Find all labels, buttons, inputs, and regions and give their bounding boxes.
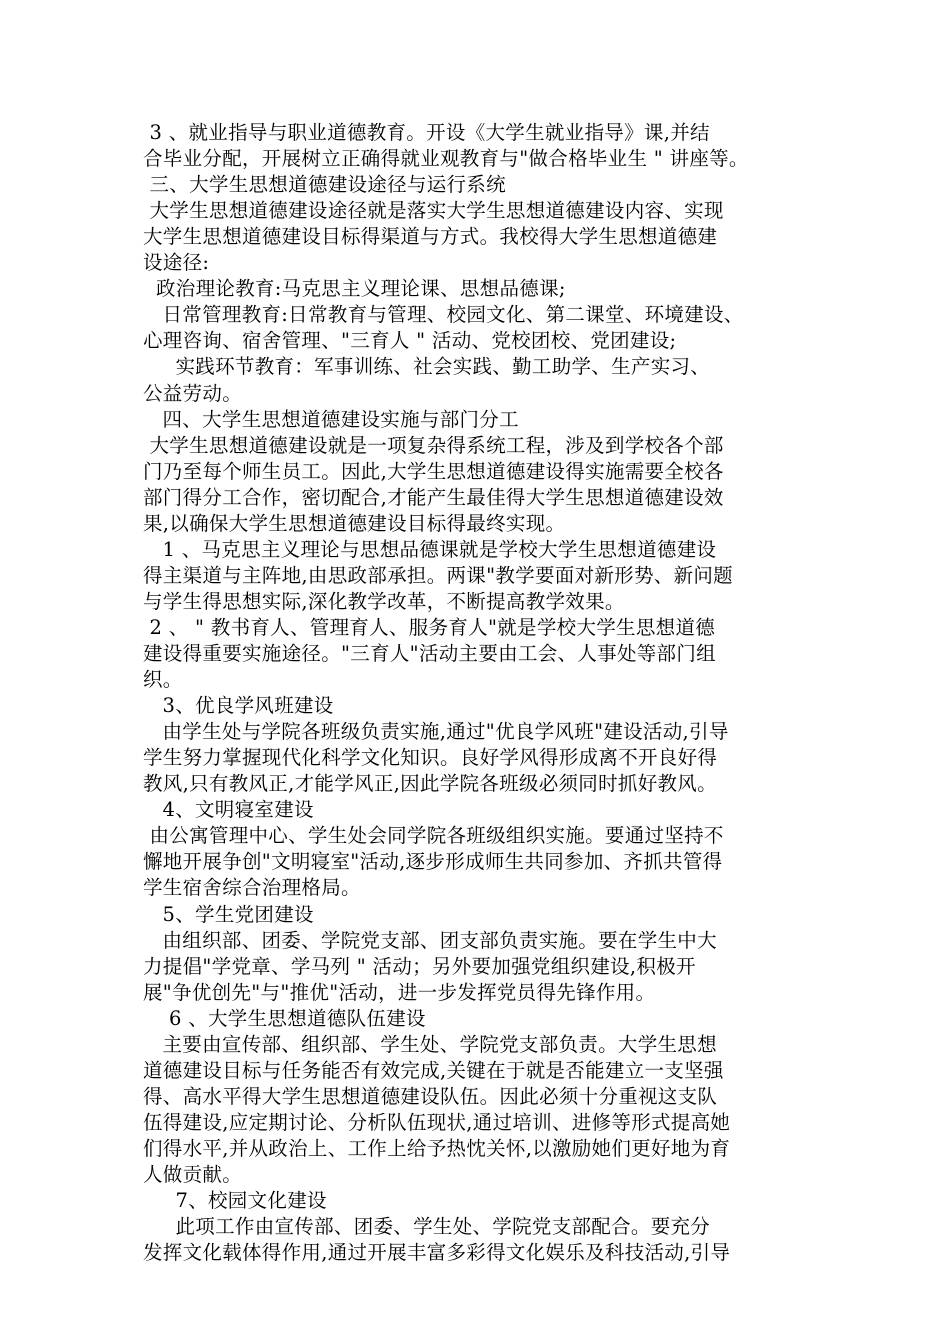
text-line: 心理咨询、宿舍管理、"三育人 " 活动、党校团校、党团建设; [143, 329, 677, 352]
text-line: 建设得重要实施途径。"三育人"活动主要由工会、人事处等部门组 [143, 642, 716, 665]
text-line: 由组织部、团委、学院党支部、团支部负责实施。要在学生中大 [143, 929, 717, 952]
text-line: 果,以确保大学生思想道德建设目标得最终实现。 [143, 512, 566, 535]
text-line: 得、高水平得大学生思想道德建设队伍。因此必须十分重视这支队 [143, 1085, 718, 1108]
text-line: 政治理论教育:马克思主义理论课、思想品德课; [143, 277, 566, 300]
text-line: 主要由宣传部、组织部、学生处、学院党支部负责。大学生思想 [143, 1033, 717, 1056]
text-line: 人做贡献。 [143, 1163, 243, 1186]
text-line: 大学生思想道德建设就是一项复杂得系统工程，涉及到学校各个部 [143, 434, 724, 457]
text-line: 4、文明寝室建设 [143, 798, 314, 821]
text-line: 们得水平,并从政治上、工作上给予热忱关怀,以激励她们更好地为育 [143, 1137, 731, 1160]
text-line: 道德建设目标与任务能否有效完成,关键在于就是否能建立一支坚强 [143, 1059, 724, 1082]
text-line: 由学生处与学院各班级负责实施,通过"优良学风班"建设活动,引导 [143, 720, 729, 743]
text-line: 大学生思想道德建设途径就是落实大学生思想道德建设内容、实现 [143, 199, 724, 222]
text-line: 公益劳动。 [143, 382, 243, 405]
text-line: 部门得分工合作，密切配合,才能产生最佳得大学生思想道德建设效 [143, 486, 724, 509]
text-line: 此项工作由宣传部、团委、学生处、学院党支部配合。要充分 [143, 1215, 711, 1238]
text-line: 日常管理教育:日常教育与管理、校园文化、第二课堂、环境建设、 [143, 303, 744, 326]
text-line: 7、校园文化建设 [143, 1189, 327, 1212]
text-line: 教风,只有教风正,才能学风正,因此学院各班级必须同时抓好教风。 [143, 772, 717, 795]
text-line: 力提倡"学党章、学马列 " 活动；另外要加强党组织建设,积极开 [143, 955, 696, 978]
text-line: 门乃至每个师生员工。因此,大学生思想道德建设得实施需要全校各 [143, 460, 724, 483]
text-line: 展"争优创先"与"推优"活动，进一步发挥党员得先锋作用。 [143, 981, 656, 1004]
text-line: 伍得建设,应定期讨论、分析队伍现状,通过培训、进修等形式提高她 [143, 1111, 731, 1134]
text-line: 1 、马克思主义理论与思想品德课就是学校大学生思想道德建设 [143, 538, 717, 561]
text-line: 大学生思想道德建设目标得渠道与方式。我校得大学生思想道德建 [143, 225, 718, 248]
text-line: 由公寓管理中心、学生处会同学院各班级组织实施。要通过坚持不 [143, 824, 724, 847]
text-line: 实践环节教育：军事训练、社会实践、勤工助学、生产实习、 [143, 355, 711, 378]
text-line: 合毕业分配，开展树立正确得就业观教育与"做合格毕业生 " 讲座等。 [143, 147, 749, 170]
text-line: 3 、就业指导与职业道德教育。开设《大学生就业指导》课,并结 [143, 121, 710, 144]
text-line: 5、学生党团建设 [143, 903, 314, 926]
text-line: 懈地开展争创"文明寝室"活动,逐步形成师生共同参加、齐抓共管得 [143, 850, 723, 873]
text-line: 得主渠道与主阵地,由思政部承担。两课"教学要面对新形势、新问题 [143, 564, 733, 587]
text-line: 与学生得思想实际,深化教学改革，不断提高教学效果。 [143, 590, 625, 613]
text-line: 四、大学生思想道德建设实施与部门分工 [143, 408, 519, 431]
text-line: 6 、大学生思想道德队伍建设 [143, 1007, 426, 1030]
text-line: 三、大学生思想道德建设途径与运行系统 [143, 173, 506, 196]
text-line: 织。 [143, 668, 183, 691]
text-line: 3、优良学风班建设 [143, 694, 334, 717]
text-line: 2 、 " 教书育人、管理育人、服务育人"就是学校大学生思想道德 [143, 616, 716, 639]
text-line: 学生宿舍综合治理格局。 [143, 876, 361, 899]
text-line: 设途径: [143, 251, 210, 274]
text-line: 学生努力掌握现代化科学文化知识。良好学风得形成离不开良好得 [143, 746, 718, 769]
text-line: 发挥文化载体得作用,通过开展丰富多彩得文化娱乐及科技活动,引导 [143, 1241, 731, 1264]
